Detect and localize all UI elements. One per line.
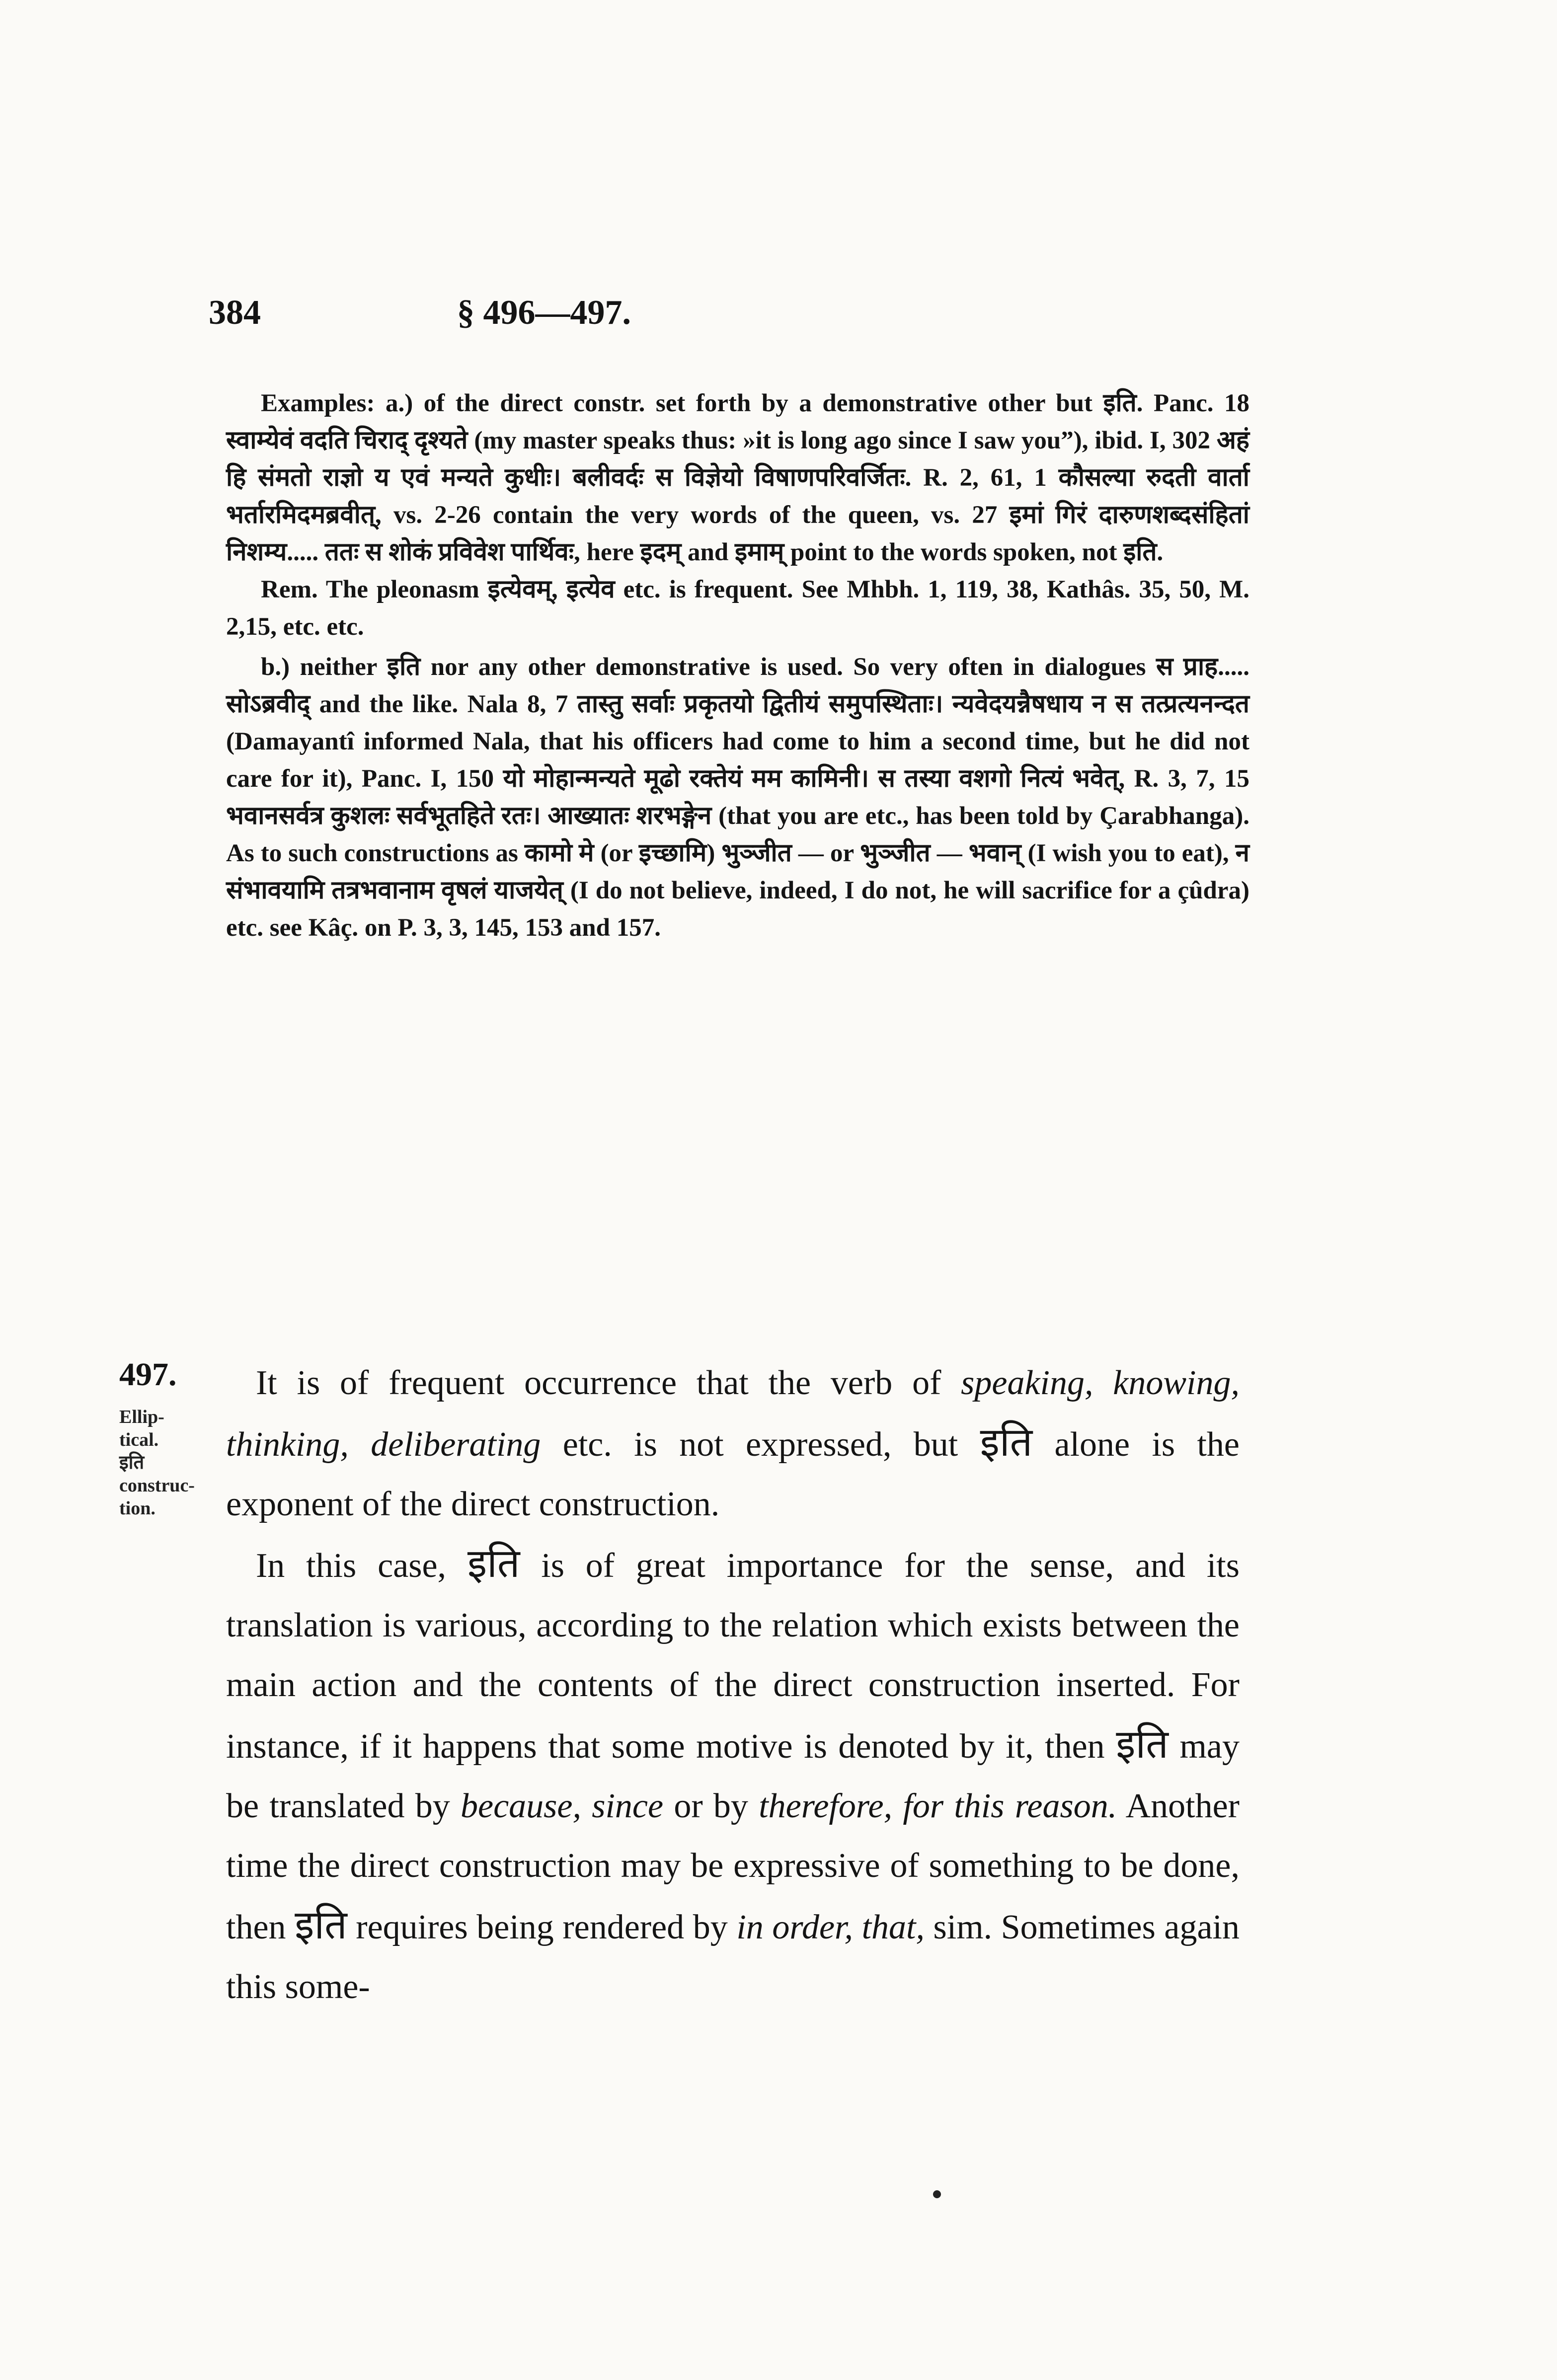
main-p1-text-b: etc. is not expressed, but xyxy=(541,1425,980,1464)
main-p2-therefore: therefore, for this reason. xyxy=(759,1787,1117,1825)
main-paragraph-1 xyxy=(226,1353,1240,1534)
main-p1-text-a: It is of frequent occurrence that the verb of xyxy=(256,1364,961,1402)
main-p2-text-d: or by xyxy=(663,1787,759,1825)
margin-note: Ellip- tical. इति construc- tion. xyxy=(119,1407,195,1519)
main-p2-iti-2: इति xyxy=(1116,1723,1168,1767)
page-number: 384 xyxy=(209,294,261,332)
main-p2-text-a: In this case, xyxy=(256,1547,467,1585)
section-range: § 496—497. xyxy=(457,294,631,332)
main-text-block xyxy=(226,1353,1240,2017)
examples-a-paragraph: Examples: a.) of the direct constr. set forth by a demonstrative other but इति. Panc. 18 स्वाम्येवं वदति चिराद् दृश्यते (my master speaks thus: »it is long ago since I saw you”), ibid. I, 302 अहं हि संमतो राज्ञो य एवं मन्यते कुधीः। बलीवर्दः स विज्ञेयो विषाणपरिवर्जितः. R. 2, 61, 1 कौसल्या रुदती वार्ता भर्तारमिदमब्रवीत्, vs. 2-26 contain the very words of the queen, vs. 27 इमां गिरं दारुणशब्दसंहितां निशम्य..... ततः स शोकं प्रविवेश पार्थिवः, here इदम् and इमाम् point to the words spoken, not इति. xyxy=(226,389,1249,566)
main-p2-text-g: sim. Sometimes again this some- xyxy=(226,1908,1240,2006)
main-p2-text-f: requires being rendered by xyxy=(347,1908,737,1946)
main-p2-text-e: Another time the direct construction may be expressive of something to be done, then xyxy=(226,1787,1240,1946)
examples-b-paragraph: b.) neither इति nor any other demonstrative is used. So very often in dialogues स प्राह..... सोऽब्रवीद् and the like. Nala 8, 7 तास्तु सर्वाः प्रकृतयो द्वितीयं समुपस्थिताः। न्यवेदयन्नैषधाय न स तत्प्रत्यनन्दत (Damayantî informed Nala, that his officers had come to him a second time, but he did not care for it), Panc. I, 150 यो मोहान्मन्यते मूढो रक्तेयं मम कामिनी। स तस्या वशगो नित्यं भवेत्, R. 3, 7, 15 भवानसर्वत्र कुशलः सर्वभूतहिते रतः। आख्यातः शरभङ्गेन (that you are etc., has been told by Çarabhanga). As to such constructions as कामो मे (or इच्छामि) भुञ्जीत — or भुञ्जीत — भवान् (I wish you to eat), न संभावयामि तत्रभवानाम वृषलं याजयेत् (I do not believe, indeed, I do not, he will sacrifice for a çûdra) etc. see Kâç. on P. 3, 3, 145, 153 and 157. xyxy=(226,653,1249,942)
remark-paragraph: Rem. The pleonasm इत्येवम्, इत्येव etc. is frequent. See Mhbh. 1, 119, 38, Kathâs. 35, 50, M. 2,15, etc. etc. xyxy=(226,576,1249,641)
ink-dot xyxy=(933,2190,941,2198)
page-header xyxy=(209,293,1252,338)
main-p1-text-c: alone is the exponent of the direct construction. xyxy=(226,1425,1240,1523)
main-p1-verbs: speaking, knowing, thinking, deliberating xyxy=(226,1364,1240,1464)
main-p2-in-order: in order, that, xyxy=(736,1908,925,1946)
main-p2-text-c: may be translated by xyxy=(226,1727,1240,1825)
section-number: 497. xyxy=(119,1356,177,1393)
main-paragraph-2 xyxy=(226,1534,1240,2017)
main-p2-iti-3: इति xyxy=(295,1904,347,1947)
examples-block xyxy=(226,385,1249,947)
main-p2-text-b: is of great importance for the sense, and its translation is various, according to the relation which exists between the main action and the contents of the direct construction inserted. For instance, if it happens that some motive is denoted by it, then xyxy=(226,1547,1240,1766)
main-p1-iti: इति xyxy=(980,1421,1033,1465)
main-p2-because: because, since xyxy=(461,1787,664,1825)
main-p2-iti: इति xyxy=(467,1542,520,1586)
